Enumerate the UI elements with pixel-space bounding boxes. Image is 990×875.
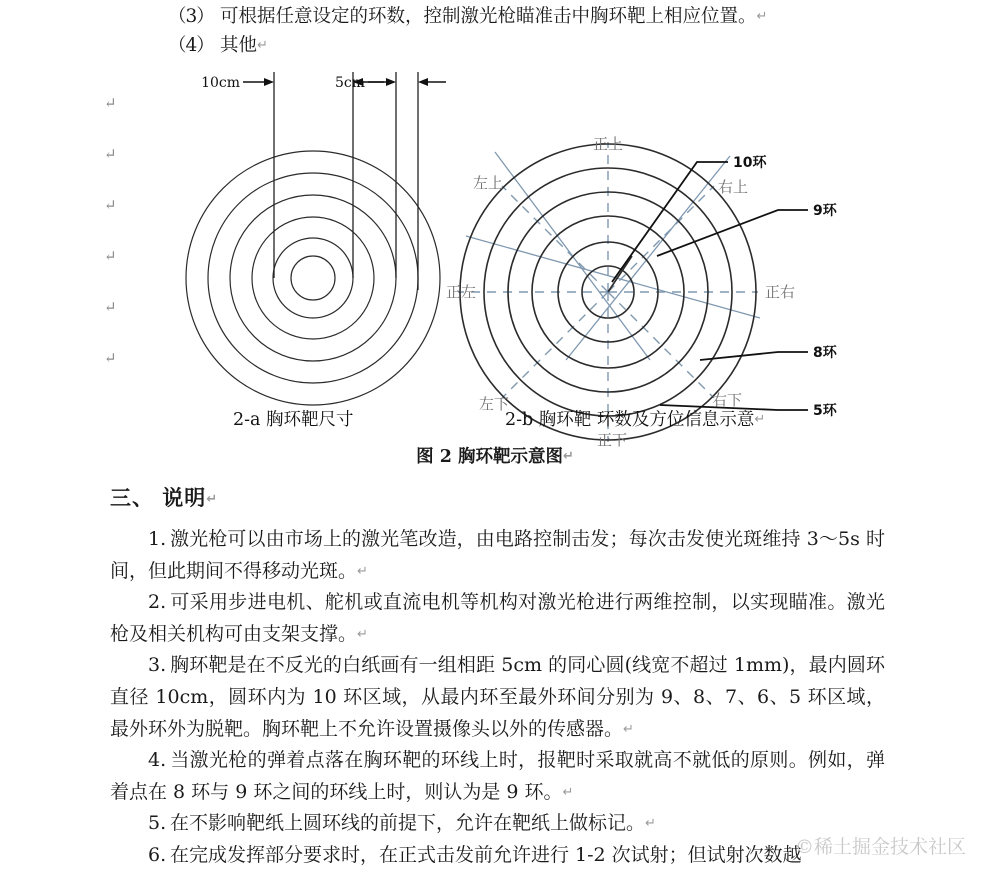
direction-label-right: 正右	[764, 283, 796, 301]
body-list-item	[110, 524, 885, 587]
list-item-text: 可根据任意设定的环数，控制激光枪瞄准击中胸环靶上相应位置。↵	[220, 6, 768, 27]
paragraph-mark: ↵	[623, 721, 634, 737]
body-item-text: 在不影响靶纸上圆环线的前提下，允许在靶纸上做标记。	[170, 812, 646, 835]
body-item-text: 在完成发挥部分要求时，在正式击发前允许进行 1-2 次试射；但试射次数越	[170, 843, 802, 866]
list-item-number: （4）	[168, 35, 214, 56]
direction-label-upper-right: 右上	[717, 178, 749, 196]
dimension-5cm-label: 5cm	[334, 75, 365, 91]
section-heading: 三、 说明↵	[110, 485, 219, 510]
dimension-10cm	[201, 75, 274, 91]
section-body-list	[110, 524, 885, 872]
body-list-item	[110, 650, 885, 745]
list-item	[168, 31, 868, 60]
paragraph-mark: ↵	[357, 563, 368, 579]
paragraph-mark: ↵	[104, 298, 117, 316]
paragraph-mark: ↵	[104, 196, 117, 214]
paragraph-mark: ↵	[257, 38, 268, 53]
paragraph-mark: ↵	[104, 145, 117, 163]
body-item-number: 2.	[148, 591, 167, 614]
caption-figure-2: 图 2 胸环靶示意图↵	[416, 447, 574, 467]
paragraph-mark: ↵	[104, 349, 117, 367]
body-list-item	[110, 808, 885, 840]
dimension-5cm	[335, 75, 396, 91]
right-target-axis-guides	[466, 152, 760, 360]
body-item-number: 3.	[148, 654, 167, 677]
paragraph-mark: ↵	[562, 449, 574, 464]
paragraph-mark: ↵	[756, 9, 768, 24]
body-item-text: 激光枪可以由市场上的激光笔改造，由电路控制击发；每次击发使光斑维持 3～5s 时间，但此期间不得移动光斑。	[110, 528, 885, 582]
ring-label-10: 10环	[733, 155, 767, 171]
left-dimension-extension-lines	[274, 72, 418, 290]
body-list-item	[110, 840, 885, 872]
watermark: ©稀土掘金技术社区	[795, 836, 967, 858]
body-item-number: 1.	[148, 528, 167, 550]
figure-caption-row	[0, 406, 990, 434]
paragraph-mark: ↵	[357, 626, 368, 642]
direction-label-top: 正上	[592, 135, 624, 153]
caption-2b: 2-b 胸环靶 环数及方位信息示意↵	[505, 410, 766, 430]
ring-label-8: 8环	[813, 345, 837, 361]
direction-label-lower-right: 右下	[711, 391, 743, 409]
paragraph-mark: ↵	[754, 412, 766, 427]
ring-label-9: 9环	[813, 203, 837, 219]
paragraph-mark: ↵	[104, 247, 117, 265]
body-list-item	[110, 745, 885, 808]
center-pointer	[608, 256, 632, 292]
dimension-5cm-arrow-right	[418, 78, 446, 86]
direction-label-bottom: 正下	[596, 431, 628, 449]
paragraph-mark: ↵	[206, 492, 219, 507]
direction-label-upper-left: 左上	[472, 174, 504, 192]
list-item-text: 其他↵	[220, 35, 268, 56]
body-item-number: 4.	[148, 749, 167, 772]
body-item-number: 5.	[148, 812, 167, 835]
direction-label-left: 正左	[445, 283, 477, 301]
list-item-number: （3）	[168, 6, 214, 27]
dimension-10cm-label: 10cm	[201, 75, 240, 91]
body-item-text: 胸环靶是在不反光的白纸画有一组相距 5cm 的同心圆(线宽不超过 1mm)，最内圆环直径 10cm，圆环内为 10 环区域，从最内环至最外环间分别为 9、8、7、6、5 环区域，最外环外为脱靶。胸环靶上不允许设置摄像头以外的传感器。	[110, 654, 885, 740]
body-list-item	[110, 587, 885, 650]
body-item-text: 可采用步进电机、舵机或直流电机等机构对激光枪进行两维控制，以实现瞄准。激光枪及相关机构可由支架支撑。	[110, 591, 885, 645]
list-item	[168, 2, 868, 31]
body-item-text: 当激光枪的弹着点落在胸环靶的环线上时，报靶时采取就高不就低的原则。例如，弹着点在 8 环与 9 环之间的环线上时，则认为是 9 环。	[110, 749, 885, 803]
paragraph-mark: ↵	[562, 784, 574, 800]
ring-label-5: 5环	[813, 403, 837, 419]
paragraph-mark: ↵	[645, 816, 656, 832]
left-target-rings	[186, 151, 440, 405]
direction-label-lower-left: 左下	[478, 395, 510, 413]
paragraph-mark: ↵	[104, 94, 117, 112]
body-item-number: 6.	[148, 843, 167, 866]
top-numbered-list	[168, 2, 868, 60]
caption-2a: 2-a 胸环靶尺寸	[233, 410, 354, 430]
